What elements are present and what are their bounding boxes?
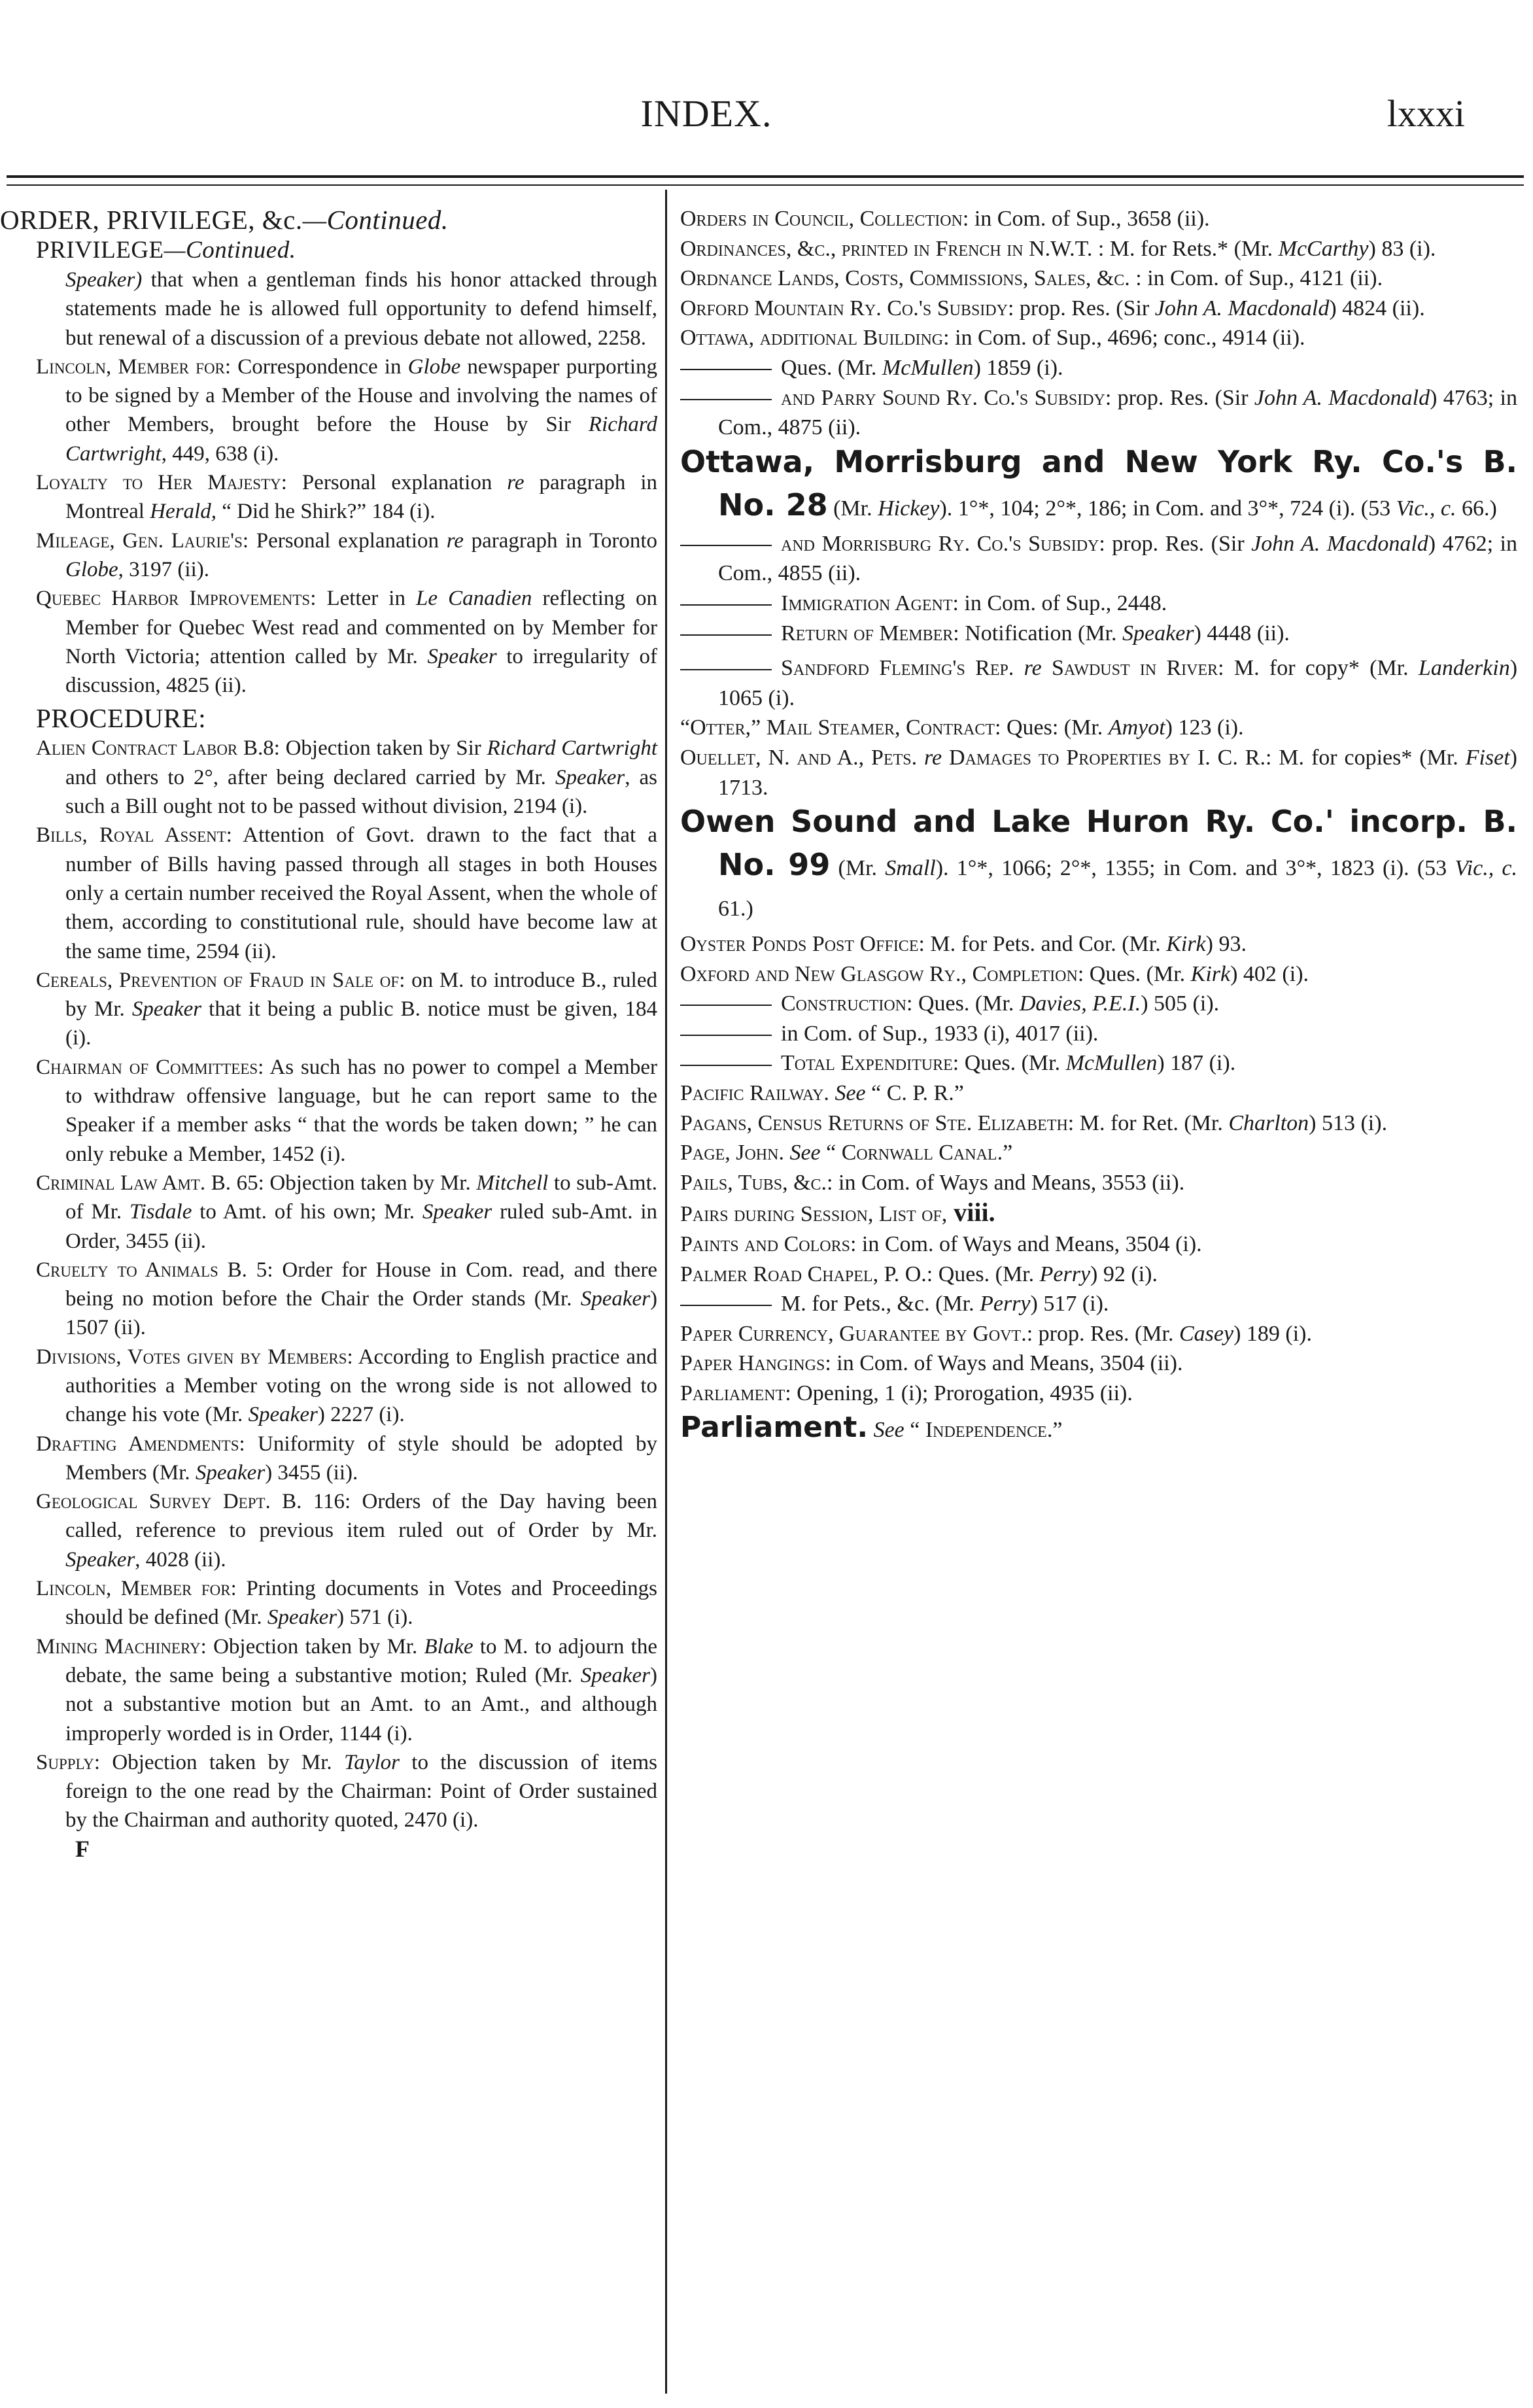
index-entry bbox=[674, 713, 1517, 743]
index-entry bbox=[0, 353, 657, 468]
entry-text: ) 187 (i). bbox=[1157, 1051, 1236, 1076]
left-column bbox=[0, 204, 657, 1863]
entry-keyword: Geological Survey Dept. B. 116 bbox=[36, 1490, 345, 1514]
entry-text: reflecting on Member for Quebec West read and commented on by Member for North Victoria; attention called by Mr. bbox=[65, 587, 657, 668]
entry-italic: Taylor bbox=[343, 1750, 400, 1774]
entry-keyword: Quebec Harbor Improvements bbox=[36, 587, 311, 611]
entry-text: : Letter in bbox=[310, 587, 417, 611]
index-entry bbox=[674, 1379, 1517, 1409]
entry-italic: Charlton bbox=[1228, 1110, 1309, 1135]
entry-italic: Speaker bbox=[427, 644, 497, 668]
entry-text: and others to 2°, after being declared carried by Mr. bbox=[65, 765, 555, 789]
entry-text: ) 1713. bbox=[718, 745, 1517, 800]
entry-keyword: Pagans, Census Returns of Ste. Elizabeth bbox=[680, 1110, 1068, 1135]
index-entry bbox=[674, 1019, 1517, 1049]
entry-keyword: Damages to Properties by I. C. R. bbox=[949, 745, 1266, 770]
entry-text: “ Independence.” bbox=[904, 1417, 1063, 1442]
entry-keyword: Paints and Colors bbox=[680, 1232, 850, 1257]
entry-italic: John A. Macdonald bbox=[1251, 531, 1428, 556]
entry-bill-title: Ottawa, Morrisburg and New York Ry. Co.'s B. No. 28 bbox=[680, 443, 1517, 523]
entry-text: : Personal explanation bbox=[281, 471, 508, 495]
repeat-dash bbox=[680, 669, 772, 670]
index-entry bbox=[674, 743, 1517, 802]
procedure-heading: PROCEDURE: bbox=[36, 703, 207, 734]
entry-keyword: and Parry Sound Ry. Co.'s Subsidy bbox=[781, 385, 1105, 410]
entry-text: paragraph in Montreal bbox=[65, 471, 658, 524]
index-entry bbox=[674, 653, 1517, 713]
entry-keyword: Ouellet, N. and A., Pets. bbox=[680, 745, 918, 770]
index-entry bbox=[674, 1048, 1517, 1078]
entry-text: : Printing documents in Votes and Proceedings should be defined (Mr. bbox=[65, 1577, 657, 1630]
index-entry bbox=[0, 1748, 657, 1835]
entry-text: , 3197 (ii). bbox=[118, 557, 209, 581]
entry-text: : in Com. of Sup., 4121 (ii). bbox=[1129, 266, 1383, 291]
entry-keyword: Lincoln, Member for bbox=[36, 1577, 231, 1601]
entry-text: ) 571 (i). bbox=[337, 1606, 413, 1630]
index-entry bbox=[674, 1168, 1517, 1198]
entry-text: ) 4763; in Com., 4875 (ii). bbox=[718, 385, 1517, 440]
entry-text: ) 123 (i). bbox=[1165, 715, 1244, 740]
entry-text: : Objection taken by Mr. bbox=[258, 1171, 477, 1195]
entry-text: to irregularity of discussion, 4825 (ii). bbox=[65, 644, 657, 698]
index-entry bbox=[0, 966, 657, 1053]
index-entry bbox=[0, 1430, 657, 1488]
index-entry bbox=[0, 468, 657, 526]
entry-keyword: “Otter,” Mail Steamer, Contract bbox=[680, 715, 995, 740]
entry-text: : Ques. (Mr. bbox=[926, 1262, 1040, 1286]
entry-keyword: Paper Currency, Guarantee by Govt. bbox=[680, 1321, 1027, 1346]
entry-text: ) 93. bbox=[1205, 932, 1247, 957]
entry-italic: re bbox=[446, 528, 464, 553]
entry-italic: See bbox=[784, 1141, 821, 1165]
entry-text: : in Com. of Sup., 3658 (ii). bbox=[962, 207, 1210, 231]
entry-keyword: Paper Hangings bbox=[680, 1351, 825, 1376]
entry-keyword: Page, John. bbox=[680, 1141, 784, 1165]
index-entry bbox=[674, 529, 1517, 589]
index-entry bbox=[674, 234, 1517, 264]
entry-italic: Kirk bbox=[1166, 932, 1206, 957]
entry-keyword: Orford Mountain Ry. Co.'s Subsidy bbox=[680, 296, 1008, 320]
section-heading bbox=[0, 204, 657, 235]
entry-keyword: Pails, Tubs, &c. bbox=[680, 1170, 827, 1195]
entry-text: : Notification (Mr. bbox=[953, 621, 1123, 645]
entry-italic: Richard Cartwright bbox=[487, 736, 657, 761]
repeat-dash bbox=[680, 1005, 772, 1006]
entry-text: “ Did he Shirk?” 184 (i). bbox=[216, 500, 436, 524]
entry-text: : in Com. of Sup., 2448. bbox=[952, 591, 1167, 615]
entry-text: : Ques. (Mr. bbox=[906, 991, 1020, 1016]
section-heading-text: ORDER, PRIVILEGE, &c. bbox=[0, 205, 303, 235]
entry-bill-title: Parliament. bbox=[680, 1410, 869, 1444]
entry-text: : M. for Pets. and Cor. (Mr. bbox=[918, 932, 1167, 957]
entry-text: Ques. (Mr. bbox=[781, 355, 882, 380]
entry-text: ) not a substantive motion but an Amt. to an Amt., and although improperly worded is in Order, 1144 (i). bbox=[65, 1663, 657, 1746]
index-entry bbox=[674, 264, 1517, 294]
index-entry bbox=[674, 1230, 1517, 1260]
entry-keyword: Criminal Law Amt. B. 65 bbox=[36, 1171, 258, 1195]
entry-italic: Vic., c. bbox=[1396, 496, 1456, 521]
entry-text: : M. for copies* (Mr. bbox=[1265, 745, 1466, 770]
privilege-heading-text: PRIVILEGE bbox=[36, 237, 164, 264]
entry-italic: Vic., c. bbox=[1455, 856, 1517, 881]
entry-keyword: Cereals, Prevention of Fraud in Sale of bbox=[36, 968, 400, 992]
entry-text: : Ques. (Mr. bbox=[1077, 961, 1191, 986]
entry-italic: Herald, bbox=[150, 500, 216, 524]
entry-text: : Ques. (Mr. bbox=[952, 1051, 1066, 1076]
repeat-dash bbox=[680, 545, 772, 546]
entry-text: : According to English practice and authorities a Member voting on the wrong side is not allowed to change his vote (Mr. bbox=[65, 1345, 657, 1427]
entry-keyword: Pairs during Session, List of, bbox=[680, 1202, 948, 1227]
repeat-dash bbox=[680, 369, 772, 370]
entry-text: : in Com. of Ways and Means, 3504 (i). bbox=[850, 1232, 1202, 1257]
entry-keyword: Parliament bbox=[680, 1381, 785, 1405]
entry-italic: Fiset bbox=[1465, 745, 1510, 770]
entry-italic: Speaker bbox=[580, 1287, 650, 1311]
entry-keyword: Lincoln, Member for bbox=[36, 354, 225, 379]
entry-italic: Speaker bbox=[555, 765, 625, 789]
entry-text: : on M. to introduce B., ruled by Mr. bbox=[65, 968, 657, 1022]
entry-text: ) 402 (i). bbox=[1230, 961, 1309, 986]
entry-text: ) 4448 (ii). bbox=[1194, 621, 1290, 645]
entry-text: : prop. Res. (Sir bbox=[1007, 296, 1155, 320]
entry-text: that when a gentleman finds his honor attacked through statements made he is allowed full opportunity to defend himself, but renewal of a discussion of a previous debate not allowed, 2258. bbox=[65, 268, 657, 350]
entry-text: : M. for Ret. (Mr. bbox=[1067, 1110, 1229, 1135]
entry-text: ) 83 (i). bbox=[1368, 236, 1436, 261]
entry-italic: See bbox=[868, 1417, 904, 1442]
index-entry bbox=[674, 989, 1517, 1019]
printer-signature: F bbox=[75, 1835, 90, 1862]
entry-italic: Speaker bbox=[422, 1200, 492, 1224]
entry-italic: Tisdale bbox=[129, 1200, 192, 1224]
index-entry bbox=[0, 734, 657, 821]
entry-text: ) 2227 (i). bbox=[317, 1403, 405, 1427]
entry-text: that it being a public B. notice must be given, 184 (i). bbox=[65, 997, 657, 1050]
entry-keyword: Supply bbox=[36, 1750, 94, 1774]
entry-italic: See bbox=[829, 1081, 866, 1106]
entry-italic: Landerkin bbox=[1418, 656, 1510, 681]
entry-keyword: Total Expenditure bbox=[781, 1051, 953, 1076]
entry-text: (Mr. bbox=[830, 856, 886, 881]
index-entry bbox=[674, 1319, 1517, 1349]
entry-italic: Davies, P.E.I. bbox=[1019, 991, 1141, 1016]
entry-italic: Casey bbox=[1179, 1321, 1234, 1346]
entry-italic: Le Canadien bbox=[416, 587, 532, 611]
entry-keyword: Orders in Council, Collection bbox=[680, 207, 963, 231]
entry-keyword: Mileage, Gen. Laurie's bbox=[36, 528, 243, 553]
entry-text: : Objection taken by Mr. bbox=[94, 1750, 344, 1774]
entry-text: , 449, 638 (i). bbox=[161, 441, 279, 466]
entry-italic: Speaker bbox=[248, 1403, 318, 1427]
index-entry bbox=[0, 1256, 657, 1343]
entry-italic: Speaker bbox=[65, 1547, 135, 1572]
entry-text: ) 505 (i). bbox=[1141, 991, 1220, 1016]
page-number: lxxxi bbox=[1387, 92, 1465, 135]
entry-text: viii. bbox=[947, 1197, 995, 1228]
repeat-dash bbox=[680, 1305, 772, 1306]
entry-keyword: Construction bbox=[781, 991, 907, 1016]
privilege-heading bbox=[0, 235, 657, 266]
index-entry bbox=[674, 1078, 1517, 1109]
header-rule-thick bbox=[7, 175, 1524, 178]
index-entry bbox=[0, 266, 657, 353]
entry-text: : prop. Res. (Sir bbox=[1099, 531, 1252, 556]
entry-text: : M. for copy* (Mr. bbox=[1218, 656, 1419, 681]
column-divider bbox=[665, 190, 667, 2394]
entry-text: ) 513 (i). bbox=[1309, 1110, 1388, 1135]
entry-keyword: Sawdust in River bbox=[1051, 656, 1218, 681]
entry-text: , as such a Bill ought not to be passed without division, 2194 (i). bbox=[65, 765, 657, 819]
entry-keyword: Divisions, Votes given by Members bbox=[36, 1345, 347, 1369]
entry-keyword: Return of Member bbox=[781, 621, 954, 645]
entry-text: ) 4762; in Com., 4855 (ii). bbox=[718, 531, 1518, 586]
entry-text: newspaper purporting to be signed by a Member of the House and involving the names of other Members, brought before the House by Sir bbox=[65, 354, 657, 437]
right-column bbox=[674, 204, 1517, 1447]
index-entry bbox=[0, 1169, 657, 1256]
index-entry bbox=[674, 589, 1517, 619]
entry-text: : Ques: (Mr. bbox=[995, 715, 1109, 740]
entry-keyword: Immigration Agent bbox=[781, 591, 953, 615]
entry-text: ) 517 (i). bbox=[1030, 1292, 1109, 1316]
entry-keyword: Pacific Railway. bbox=[680, 1081, 829, 1106]
repeat-dash bbox=[680, 1035, 772, 1036]
entry-italic: Globe bbox=[65, 557, 118, 581]
entry-keyword: Drafting Amendments bbox=[36, 1432, 239, 1456]
repeat-dash bbox=[680, 634, 772, 636]
index-entry bbox=[674, 1197, 1517, 1230]
index-entry bbox=[0, 1053, 657, 1169]
entry-text: N.W.T. : M. for Rets.* (Mr. bbox=[1023, 236, 1279, 261]
entry-italic: Small bbox=[885, 856, 936, 881]
index-entry bbox=[0, 584, 657, 700]
entry-italic: John A. Macdonald bbox=[1254, 385, 1430, 410]
entry-italic: McMullen bbox=[1065, 1051, 1158, 1076]
entry-keyword: Ottawa, additional Building bbox=[680, 326, 944, 351]
index-entry bbox=[674, 294, 1517, 324]
page-title: INDEX. bbox=[640, 92, 772, 135]
entry-text: : Objection taken by Mr. bbox=[200, 1634, 424, 1659]
entry-text: to Amt. of his own; Mr. bbox=[192, 1200, 422, 1224]
entry-italic: Perry bbox=[1039, 1262, 1091, 1286]
entry-text: : in Com. of Ways and Means, 3504 (ii). bbox=[825, 1351, 1183, 1376]
index-entry bbox=[0, 1343, 657, 1430]
entry-text: : in Com. of Sup., 4696; conc., 4914 (ii). bbox=[943, 326, 1305, 351]
entry-italic: Hickey bbox=[878, 496, 940, 521]
entry-italic: Speaker bbox=[267, 1606, 337, 1630]
repeat-dash bbox=[680, 604, 772, 606]
entry-keyword: and Morrisburg Ry. Co.'s Subsidy bbox=[781, 531, 1099, 556]
entry-text: ) 4824 (ii). bbox=[1329, 296, 1425, 320]
repeat-dash bbox=[680, 399, 772, 400]
entry-text: : Attention of Govt. drawn to the fact that a number of Bills having passed through all stages in both Houses only a certain number received the Royal Assent, when the whole of them, according to constitutional rule, should have become law at the same time, 2594 (ii). bbox=[65, 823, 657, 963]
entry-text: , 4028 (ii). bbox=[135, 1547, 226, 1572]
entry-keyword: Bills, Royal Assent bbox=[36, 823, 226, 848]
entry-italic: re bbox=[507, 471, 525, 495]
entry-text: (Mr. bbox=[827, 496, 878, 521]
index-entry bbox=[674, 1289, 1517, 1319]
entry-italic: Speaker bbox=[580, 1663, 650, 1687]
entry-text: : Correspondence in bbox=[224, 354, 408, 379]
entry-text: : As such has no power to compel a Member to withdraw offensive language, but he can report same to the Speaker if a member asks “ that the words be taken down; ” he can only rebuke a Member, 1452 (i). bbox=[65, 1055, 657, 1166]
entry-text: ) 1507 (ii). bbox=[65, 1287, 657, 1340]
entry-text: ) 3455 (ii). bbox=[265, 1460, 358, 1485]
index-entry bbox=[0, 1487, 657, 1574]
entry-text: ruled sub-Amt. in Order, 3455 (ii). bbox=[65, 1200, 658, 1253]
entry-text: : prop. Res. (Mr. bbox=[1026, 1321, 1179, 1346]
entry-text: “ Cornwall Canal.” bbox=[820, 1141, 1013, 1165]
entry-keyword: Cruelty to Animals B. 5 bbox=[36, 1258, 267, 1282]
index-entry-bold bbox=[674, 443, 1517, 529]
entry-text: : Personal explanation bbox=[242, 528, 447, 553]
header-rule-thin bbox=[7, 184, 1524, 186]
entry-italic: McMullen bbox=[882, 355, 974, 380]
entry-text: “ C. P. R.” bbox=[865, 1081, 964, 1106]
entry-italic: Speaker bbox=[131, 997, 202, 1022]
entry-italic: re bbox=[917, 745, 950, 770]
entry-text: paragraph in Toronto bbox=[463, 528, 657, 553]
index-entry bbox=[0, 1632, 657, 1748]
entry-text: : Order for House in Com. read, and there being no motion before the Chair the Order stands (Mr. bbox=[65, 1258, 657, 1311]
entry-italic: Speaker bbox=[1122, 621, 1194, 645]
index-entry bbox=[674, 323, 1517, 353]
index-entry bbox=[674, 204, 1517, 234]
entry-text: M. for Pets., &c. (Mr. bbox=[781, 1292, 980, 1316]
entry-text: ). 1°*, 104; 2°*, 186; in Com. and 3°*, 724 (i). (53 bbox=[939, 496, 1396, 521]
entry-keyword: Oxford and New Glasgow Ry., Completion bbox=[680, 961, 1078, 986]
entry-text: : Uniformity of style should be adopted by Members (Mr. bbox=[65, 1432, 657, 1485]
entry-text: in Com. of Sup., 1933 (i), 4017 (ii). bbox=[781, 1021, 1099, 1046]
entry-text: to M. to adjourn the debate, the same being a substantive motion; Ruled (Mr. bbox=[65, 1634, 657, 1687]
entry-keyword: Ordinances, &c., printed in French in bbox=[680, 236, 1024, 261]
entry-text: : Objection taken by Sir bbox=[273, 736, 487, 761]
repeat-dash bbox=[680, 1065, 772, 1066]
index-entry bbox=[674, 383, 1517, 443]
entry-italic: Blake bbox=[424, 1634, 474, 1659]
entry-italic: re bbox=[1014, 656, 1052, 681]
entry-italic: Kirk bbox=[1190, 961, 1231, 986]
entry-bill-title: Owen Sound and Lake Huron Ry. Co.' incorp. B. No. 99 bbox=[680, 804, 1517, 883]
entry-text: 66.) bbox=[1456, 496, 1497, 521]
index-entry bbox=[674, 619, 1517, 649]
index-entry bbox=[674, 929, 1517, 959]
entry-italic: Globe bbox=[407, 354, 461, 379]
entry-keyword: Alien Contract Labor B.8 bbox=[36, 736, 274, 761]
entry-text: : in Com. of Ways and Means, 3553 (ii). bbox=[827, 1170, 1185, 1195]
entry-text: 61.) bbox=[718, 897, 753, 921]
index-entry bbox=[0, 821, 657, 965]
entry-keyword: Ordnance Lands, Costs, Commissions, Sales, &c. bbox=[680, 266, 1130, 291]
entry-text: : Orders of the Day having been called, reference to previous item ruled out of Order by Mr. bbox=[65, 1490, 657, 1543]
entry-keyword: Chairman of Committees bbox=[36, 1055, 258, 1079]
index-entry bbox=[674, 959, 1517, 989]
entry-text: ) 92 (i). bbox=[1090, 1262, 1158, 1286]
index-entry bbox=[674, 1109, 1517, 1139]
entry-text: to the discussion of items foreign to the one read by the Chairman: Point of Order sustained by the Chairman and authority quoted, 2470 (i). bbox=[65, 1750, 657, 1832]
entry-text: : prop. Res. (Sir bbox=[1105, 385, 1254, 410]
entry-text: ) 189 (i). bbox=[1233, 1321, 1312, 1346]
index-entry bbox=[674, 1260, 1517, 1290]
index-entry bbox=[674, 353, 1517, 383]
index-entry-bold bbox=[674, 1409, 1517, 1447]
entry-keyword: Palmer Road Chapel, P. O. bbox=[680, 1262, 927, 1286]
entry-italic: Perry bbox=[980, 1292, 1031, 1316]
entry-italic: McCarthy bbox=[1278, 236, 1369, 261]
entry-text: to sub-Amt. of Mr. bbox=[65, 1171, 657, 1224]
entry-italic: Richard Cartwright bbox=[65, 413, 657, 466]
section-heading-suffix: —Continued. bbox=[302, 205, 449, 235]
entry-italic: Mitchell bbox=[476, 1171, 549, 1195]
entry-text: ) 1065 (i). bbox=[718, 656, 1518, 710]
privilege-heading-suffix: —Continued. bbox=[164, 237, 296, 264]
index-entry bbox=[0, 1574, 657, 1632]
index-entry bbox=[674, 1138, 1517, 1168]
index-entry bbox=[0, 526, 657, 585]
entry-keyword: Oyster Ponds Post Office bbox=[680, 932, 919, 957]
entry-italic: Speaker) bbox=[65, 268, 143, 292]
entry-italic: John A. Macdonald bbox=[1154, 296, 1330, 320]
entry-italic: Speaker bbox=[195, 1460, 266, 1485]
entry-keyword: Sandford Fleming's Rep. bbox=[781, 656, 1014, 681]
entry-text: ) 1859 (i). bbox=[973, 355, 1063, 380]
entry-text: ). 1°*, 1066; 2°*, 1355; in Com. and 3°*, 1823 (i). (53 bbox=[935, 856, 1455, 881]
entry-italic: Amyot bbox=[1108, 715, 1165, 740]
entry-keyword: Mining Machinery bbox=[36, 1634, 201, 1659]
entry-text: : Opening, 1 (i); Prorogation, 4935 (ii). bbox=[785, 1381, 1133, 1405]
index-entry bbox=[674, 1349, 1517, 1379]
index-entry-bold bbox=[674, 802, 1517, 929]
entry-keyword: Loyalty to Her Majesty bbox=[36, 471, 281, 495]
